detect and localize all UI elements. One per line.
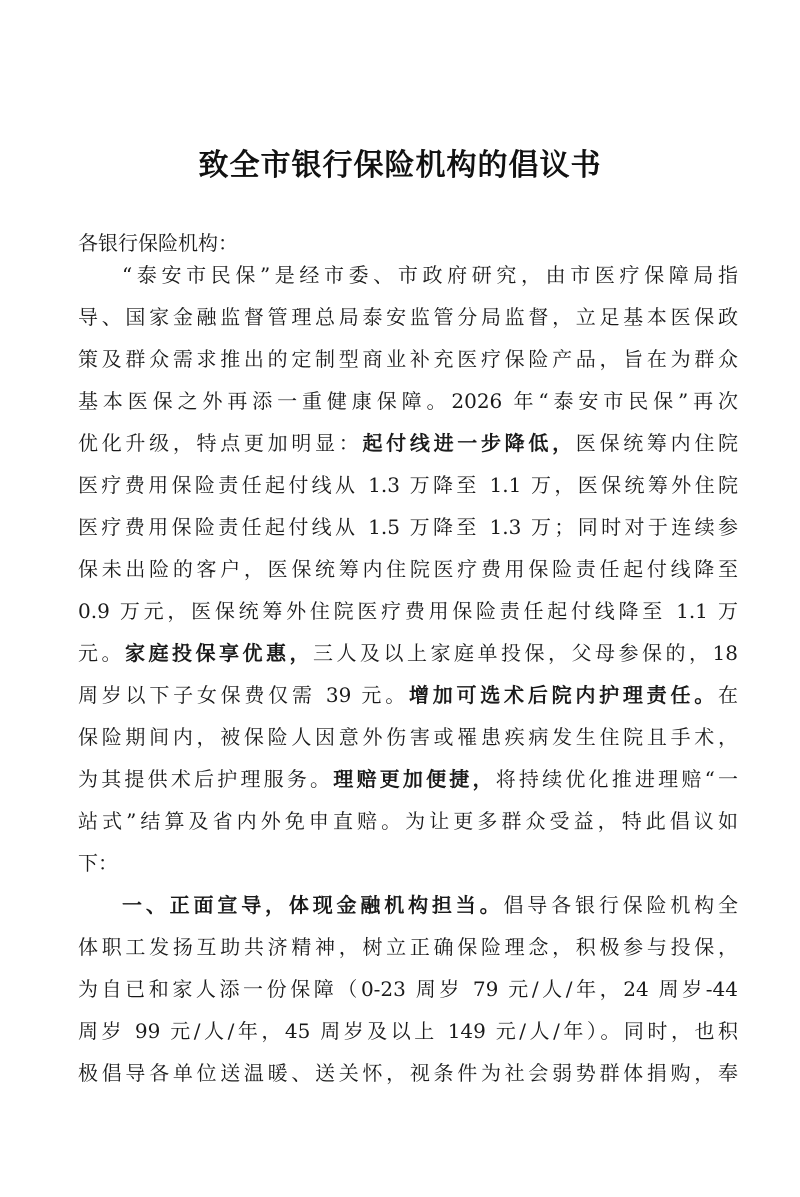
text-run: 0.9 万元，医保统筹外住院医疗费用保险责任起付线降至 1.1 万 — [78, 599, 738, 623]
body-line — [78, 807, 738, 835]
section-heading-line — [122, 891, 738, 919]
body-line — [78, 1059, 738, 1087]
highlight-claims-convenient: 理赔更加便捷， — [333, 767, 496, 791]
text-run: 将持续优化推进理赔“一 — [495, 767, 739, 791]
salutation: 各银行保险机构： — [78, 231, 238, 255]
body-line — [78, 933, 738, 961]
text-run: 下： — [78, 851, 118, 875]
text-run: 保险期间内，被保险人因意外伤害或罹患疾病发生住院且手术， — [78, 725, 738, 749]
text-run: 周岁 99 元/人/年，45 周岁及以上 149 元/人/年）。同时，也积 — [78, 1019, 738, 1043]
body-line — [78, 1017, 738, 1045]
body-line — [78, 513, 738, 541]
body-line — [122, 261, 738, 289]
body-line — [78, 849, 738, 877]
body-line — [78, 975, 738, 1003]
text-run: 保未出险的客户，医保统筹内住院医疗费用保险责任起付线降至 — [78, 557, 738, 581]
text-run: 策及群众需求推出的定制型商业补充医疗保险产品，旨在为群众 — [78, 347, 738, 371]
highlight-nursing-coverage: 增加可选术后院内护理责任。 — [408, 683, 718, 707]
body-line — [78, 765, 738, 793]
highlight-family-discount: 家庭投保享优惠， — [125, 641, 314, 665]
text-run: 极倡导各单位送温暖、送关怀，视条件为社会弱势群体捐购，奉 — [78, 1061, 738, 1085]
highlight-threshold-lowered: 起付线进一步降低， — [362, 431, 576, 455]
body-line — [78, 681, 738, 709]
section-heading: 一、正面宣导，体现金融机构担当。 — [122, 893, 504, 917]
text-run: 医保统筹内住院 — [575, 431, 739, 455]
text-run: 站式”结算及省内外免申直赔。为让更多群众受益，特此倡议如 — [78, 809, 738, 833]
body-line — [78, 597, 738, 625]
text-run: 三人及以上家庭单投保，父母参保的，18 — [313, 641, 739, 665]
text-run: 基本医保之外再添一重健康保障。2026 年“泰安市民保”再次 — [78, 389, 738, 413]
body-line — [78, 555, 738, 583]
text-run: 在 — [718, 683, 738, 707]
body-line — [78, 387, 738, 415]
text-run: 为自已和家人添一份保障（0-23 周岁 79 元/人/年，24 周岁-44 — [78, 977, 738, 1001]
body-line — [78, 639, 738, 667]
body-line — [78, 429, 738, 457]
body-line — [78, 303, 738, 331]
body-line — [78, 723, 738, 751]
text-run: 倡导各银行保险机构全 — [503, 893, 739, 917]
text-run: “泰安市民保”是经市委、市政府研究，由市医疗保障局指 — [122, 263, 738, 287]
text-run: 医疗费用保险责任起付线从 1.3 万降至 1.1 万，医保统筹外住院 — [78, 473, 738, 497]
body-line — [78, 345, 738, 373]
text-run: 体职工发扬互助共济精神，树立正确保险理念，积极参与投保， — [78, 935, 738, 959]
body-line — [78, 471, 738, 499]
document-title: 致全市银行保险机构的倡议书 — [198, 148, 602, 183]
text-run: 周岁以下子女保费仅需 39 元。 — [78, 683, 409, 707]
text-run: 为其提供术后护理服务。 — [78, 767, 334, 791]
text-run: 导、国家金融监督管理总局泰安监管分局监督，立足基本医保政 — [78, 305, 738, 329]
text-run: 医疗费用保险责任起付线从 1.5 万降至 1.3 万；同时对于连续参 — [78, 515, 738, 539]
text-run: 元。 — [78, 641, 126, 665]
text-run: 优化升级，特点更加明显： — [78, 431, 363, 455]
